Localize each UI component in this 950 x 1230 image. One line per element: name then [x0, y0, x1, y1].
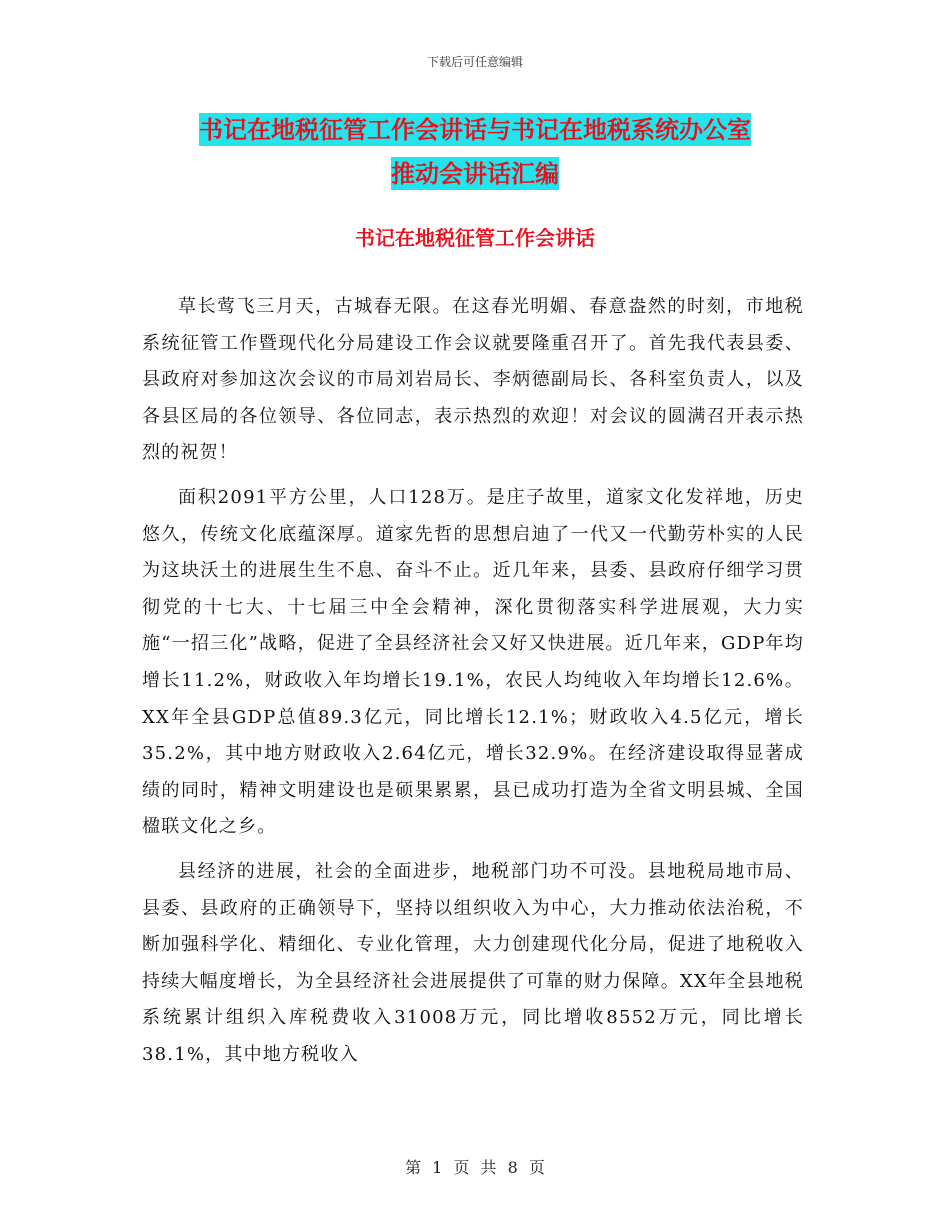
document-title [0, 108, 950, 196]
paragraph-3: 县经济的进展，社会的全面进步，地税部门功不可没。县地税局地市局、县委、县政府的正确领导下，坚持以组织收入为中心，大力推动依法治税，不断加强科学化、精细化、专业化管理，大力创建现代化分局，促进了地税收入持续大幅度增长，为全县经济社会进展提供了可靠的财力保障。XX年全县地税系统累计组织入库税费收入31008万元，同比增收8552万元，同比增长38.1%，其中地方税收入 [142, 860, 804, 1065]
section-title: 书记在地税征管工作会讲话 [355, 226, 595, 250]
page-number-footer: 第 1 页 共 8 页 [405, 1158, 545, 1177]
paragraph-2: 面积2091平方公里，人口128万。是庄子故里，道家文化发祥地，历史悠久，传统文化底蕴深厚。道家先哲的思想启迪了一代又一代勤劳朴实的人民为这块沃土的进展生生不息、奋斗不止。近几年来，县委、县政府仔细学习贯彻党的十七大、十七届三中全会精神，深化贯彻落实科学进展观，大力实施“一招三化”战略，促进了全县经济社会又好又快进展。近几年来，GDP年均增长11.2%，财政收入年均增长19.1%，农民人均纯收入年均增长12.6%。XX年全县GDP总值89.3亿元，同比增长12.1%；财政收入4.5亿元，增长35.2%，其中地方财政收入2.64亿元，增长32.9%。在经济建设取得显著成绩的同时，精神文明建设也是硕果累累，县已成功打造为全省文明县城、全国楹联文化之乡。 [142, 486, 804, 838]
document-title-line-1: 书记在地税征管工作会讲话与书记在地税系统办公室 [199, 115, 751, 144]
paragraph-1: 草长莺飞三月天，古城春无限。在这春光明媚、春意盎然的时刻，市地税系统征管工作暨现代化分局建设工作会议就要隆重召开了。首先我代表县委、县政府对参加这次会议的市局刘岩局长、李炳德副局长、各科室负责人，以及各县区局的各位领导、各位同志，表示热烈的欢迎！对会议的圆满召开表示热烈的祝贺！ [142, 296, 804, 464]
header-note: 下载后可任意编辑 [426, 55, 523, 69]
document-body [142, 289, 804, 1081]
document-title-line-2: 推动会讲话汇编 [391, 159, 559, 188]
